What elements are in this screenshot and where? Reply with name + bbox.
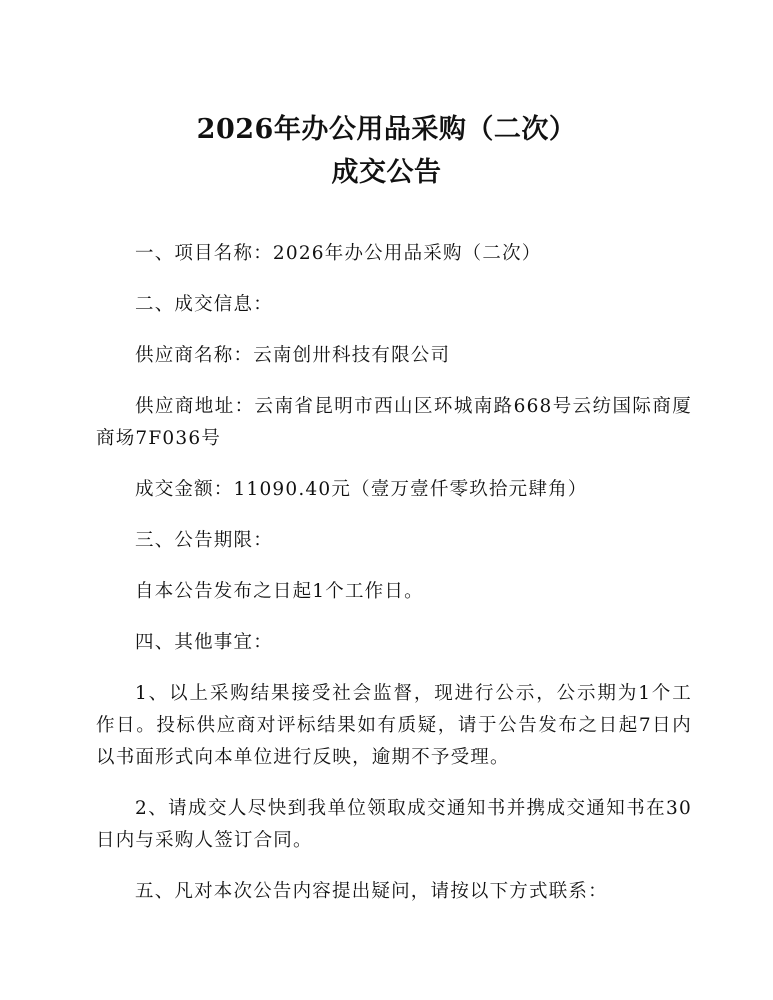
- other-matters-item-1: 1、以上采购结果接受社会监督，现进行公示，公示期为1个工作日。投标供应商对评标结果如有质疑，请于公告发布之日起7日内以书面形式向本单位进行反映，逾期不予受理。: [96, 683, 692, 768]
- deal-amount-paragraph: 成交金额：11090.40元（壹万壹仟零玖拾元肆角）: [135, 479, 588, 500]
- supplier-address-paragraph: 供应商地址：云南省昆明市西山区环城南路668号云纺国际商厦商场7F036号: [96, 396, 692, 449]
- document-body: [96, 238, 692, 908]
- supplier-name-paragraph: 供应商名称：云南创卅科技有限公司: [135, 345, 451, 366]
- notice-period-paragraph: 自本公告发布之日起1个工作日。: [135, 581, 424, 602]
- deal-info-heading: 二、成交信息：: [135, 294, 273, 315]
- document-title-line-2: 成交公告: [331, 157, 442, 188]
- contact-heading: 五、凡对本次公告内容提出疑问，请按以下方式联系：: [135, 881, 608, 902]
- notice-period-heading: 三、公告期限：: [135, 530, 273, 551]
- other-matters-heading: 四、其他事宜：: [135, 632, 273, 653]
- other-matters-item-2: 2、请成交人尽快到我单位领取成交通知书并携成交通知书在30日内与采购人签订合同。: [96, 798, 692, 851]
- document-title-line-1: 2026年办公用品采购（二次）: [196, 114, 577, 145]
- project-name-paragraph: 一、项目名称：2026年办公用品采购（二次）: [135, 243, 542, 264]
